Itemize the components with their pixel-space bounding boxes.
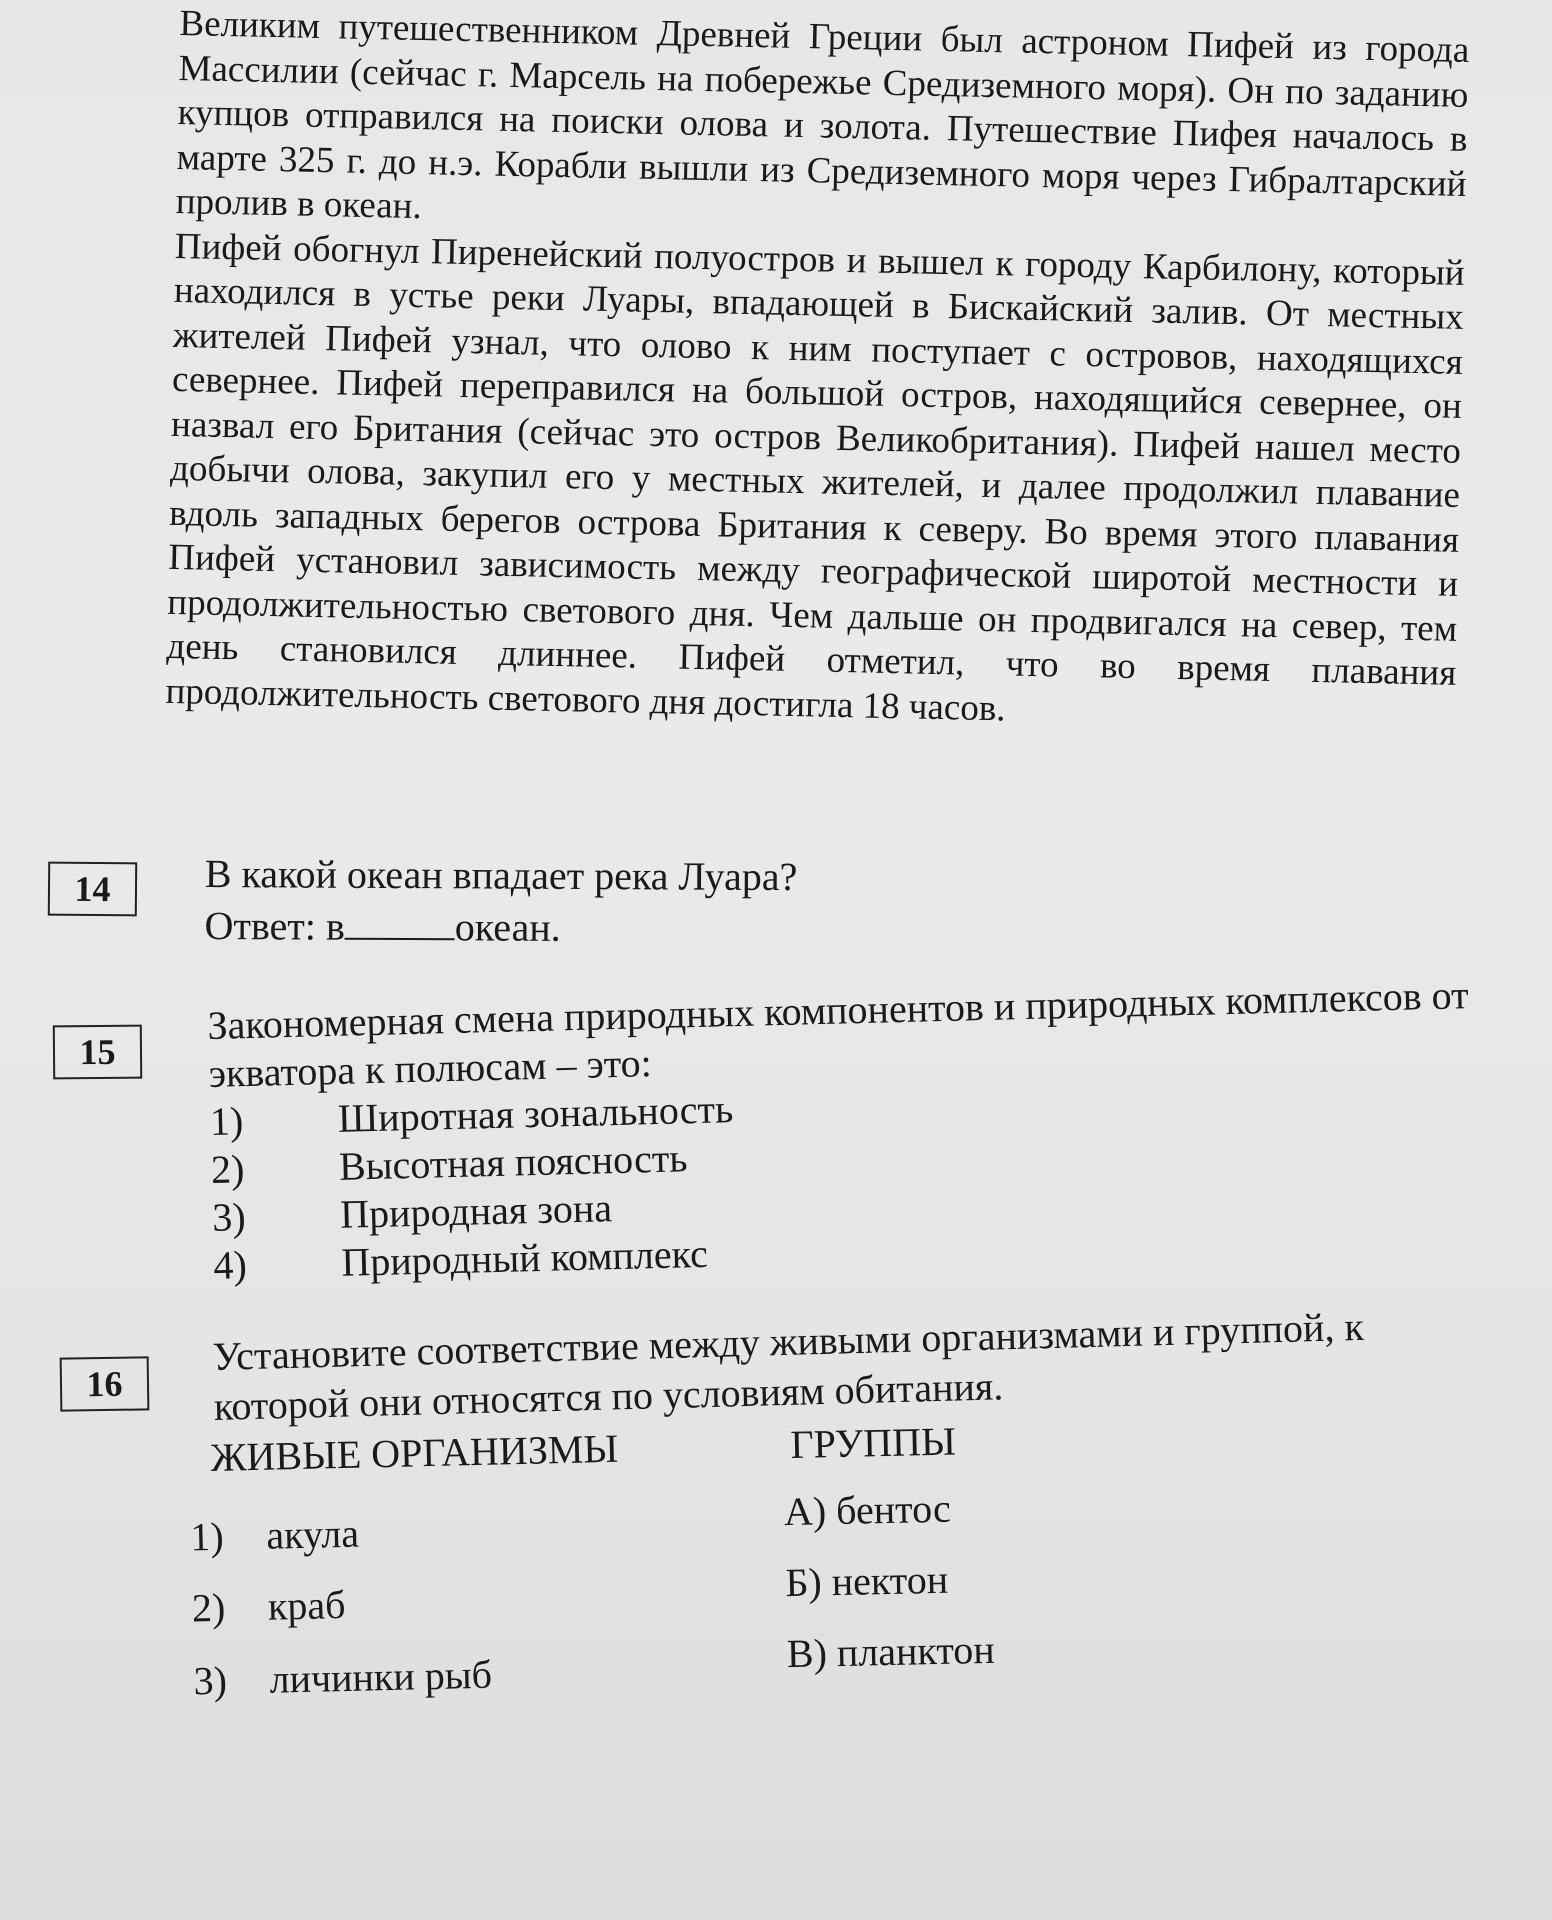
task-14 bbox=[204, 848, 797, 955]
reading-passage bbox=[165, 2, 1470, 741]
task-15-option-3: 3) Природная зона bbox=[211, 1185, 613, 1240]
task-16-group-a: А) бентос bbox=[783, 1485, 952, 1535]
task-14-answer-line bbox=[204, 900, 797, 955]
task-16-group-b: Б) нектон bbox=[784, 1556, 949, 1606]
task-15-option-2: 2) Высотная поясность bbox=[210, 1135, 688, 1192]
task-14-answer-blank bbox=[345, 908, 455, 941]
task-15 bbox=[207, 971, 1475, 1290]
task-16-organism-2: 2) краб bbox=[191, 1581, 346, 1631]
task-16-question-line-2: которой они относятся по условиям обитания. bbox=[213, 1363, 1004, 1429]
passage-paragraph-2: Пифей обогнул Пиренейский полуостров и вышел к городу Карбилону, который находился в устье реки Луары, впадающей в Бискайский залив. От местных жителей Пифей узнал, что олово к ним поступает с островов, находящихся севернее. Пифей переправился на большой остров, находящийся севернее, он назвал его Британия (сейчас это остров Великобритания). Пифей нашел место добычи олова, закупил его у местных жителей, и далее продолжил плавание вдоль западных берегов острова Британия к северу. Во время этого плавания Пифей установил зависимость между географической широтой местности и продолжительностью светового дня. Чем дальше он продвигался на север, тем день становился длиннее. Пифей отметил, что во время плавания продолжительность светового дня достигла 18 часов. bbox=[165, 225, 1466, 729]
task-14-question: В какой океан впадает река Луара? bbox=[204, 850, 798, 900]
task-16-right-header: ГРУППЫ bbox=[790, 1418, 957, 1467]
task-16-organism-1: 1) акула bbox=[189, 1510, 360, 1560]
task-14-number: 14 bbox=[48, 862, 137, 917]
task-15-option-1: 1) Широтная зональность bbox=[209, 1086, 734, 1144]
task-16-number: 16 bbox=[60, 1356, 150, 1411]
task-14-answer-prefix: Ответ: в bbox=[204, 902, 345, 949]
task-16-groups-column bbox=[783, 1416, 996, 1677]
task-16-organisms-column bbox=[189, 1424, 624, 1704]
task-16-question-line-1: Установите соответствие между живыми организмами и группой, к bbox=[212, 1303, 1365, 1379]
task-16-organism-3: 3) личинки рыб bbox=[193, 1651, 493, 1704]
task-15-option-4: 4) Природный комплекс bbox=[212, 1230, 709, 1288]
task-16-left-header: ЖИВЫЕ ОРГАНИЗМЫ bbox=[210, 1425, 619, 1480]
task-16 bbox=[212, 1302, 1366, 1432]
task-15-number: 15 bbox=[53, 1025, 142, 1080]
passage-paragraph-1: Великим путешественником Древней Греции был астроном Пифей из города Массилии (сейчас г. Марсель на побережье Средиземного моря). Он по заданию купцов отправился на поиски олова и золота. Путешествие Пифея началось в марте 325 г. до н.э. Корабли вышли из Средиземного моря через Гибралтарский пролив в океан. bbox=[175, 2, 1470, 228]
task-15-question-line-1: Закономерная смена природных компонентов и природных комплексов от bbox=[207, 972, 1470, 1048]
task-14-answer-suffix: океан. bbox=[454, 904, 561, 950]
task-16-group-c: В) планктон bbox=[786, 1626, 996, 1677]
task-15-question-line-2: экватора к полюсам – это: bbox=[208, 1040, 653, 1096]
